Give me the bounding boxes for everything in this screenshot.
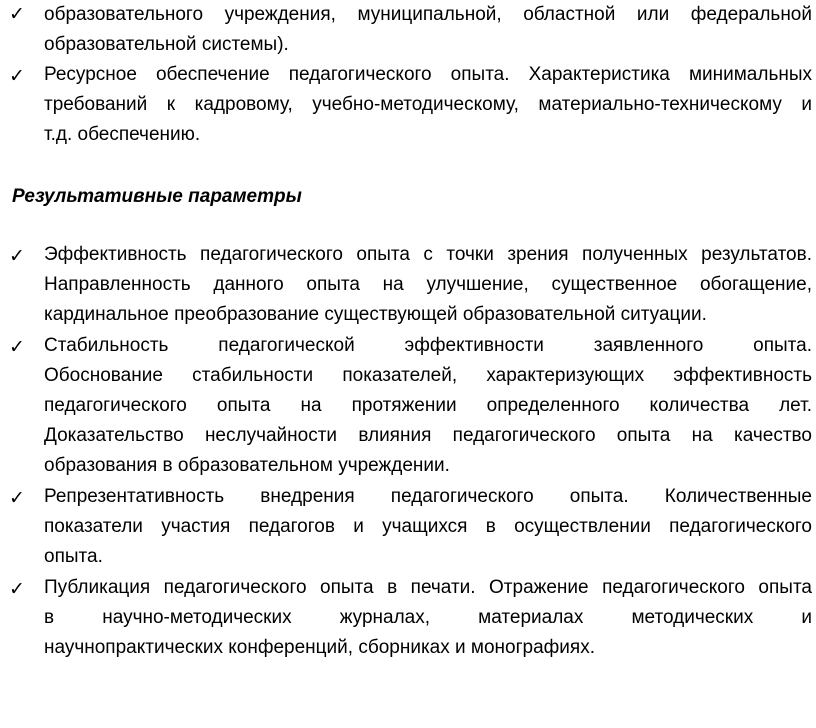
text-line: Эффективность педагогического опыта с точки зрения полученных результатов.: [44, 244, 812, 265]
text-line: Доказательство неслучайности влияния педагогического опыта на качество: [44, 425, 812, 446]
text-line: Стабильность педагогической эффективности заявленного опыта.: [44, 335, 812, 356]
checkmark-icon: ✓: [9, 245, 25, 267]
text-line: Публикация педагогического опыта в печати. Отражение педагогического опыта: [44, 577, 812, 598]
text-line: опыта.: [44, 546, 103, 567]
text-line: педагогического опыта на протяжении определенного количества лет.: [44, 395, 812, 416]
text-line: требований к кадровому, учебно-методическому, материально-техническому и: [44, 94, 812, 115]
checkmark-icon: ✓: [9, 487, 25, 509]
text-line: Ресурсное обеспечение педагогического опыта. Характеристика минимальных: [44, 64, 812, 85]
text-line: образовательной системы).: [44, 34, 289, 55]
text-line: т.д. обеспечению.: [44, 124, 201, 145]
text-line: Направленность данного опыта на улучшение, существенное обогащение,: [44, 274, 812, 295]
text-line: в научно-методических журналах, материалах методических и: [44, 607, 812, 628]
text-line: Обоснование стабильности показателей, характеризующих эффективность: [44, 365, 812, 386]
checkmark-icon: ✓: [9, 3, 25, 25]
text-line: образования в образовательном учреждении.: [44, 455, 450, 476]
text-line: образовательного учреждения, муниципальной, областной или федеральной: [44, 4, 812, 25]
text-line: научнопрактических конференций, сборниках и монографиях.: [44, 637, 595, 658]
checkmark-icon: ✓: [9, 578, 25, 600]
checkmark-icon: ✓: [9, 65, 25, 87]
section-heading: Результативные параметры: [12, 186, 302, 207]
text-line: Репрезентативность внедрения педагогического опыта. Количественные: [44, 486, 812, 507]
text-line: показатели участия педагогов и учащихся в осуществлении педагогического: [44, 516, 812, 537]
text-line: кардинальное преобразование существующей образовательной ситуации.: [44, 304, 707, 325]
checkmark-icon: ✓: [9, 336, 25, 358]
